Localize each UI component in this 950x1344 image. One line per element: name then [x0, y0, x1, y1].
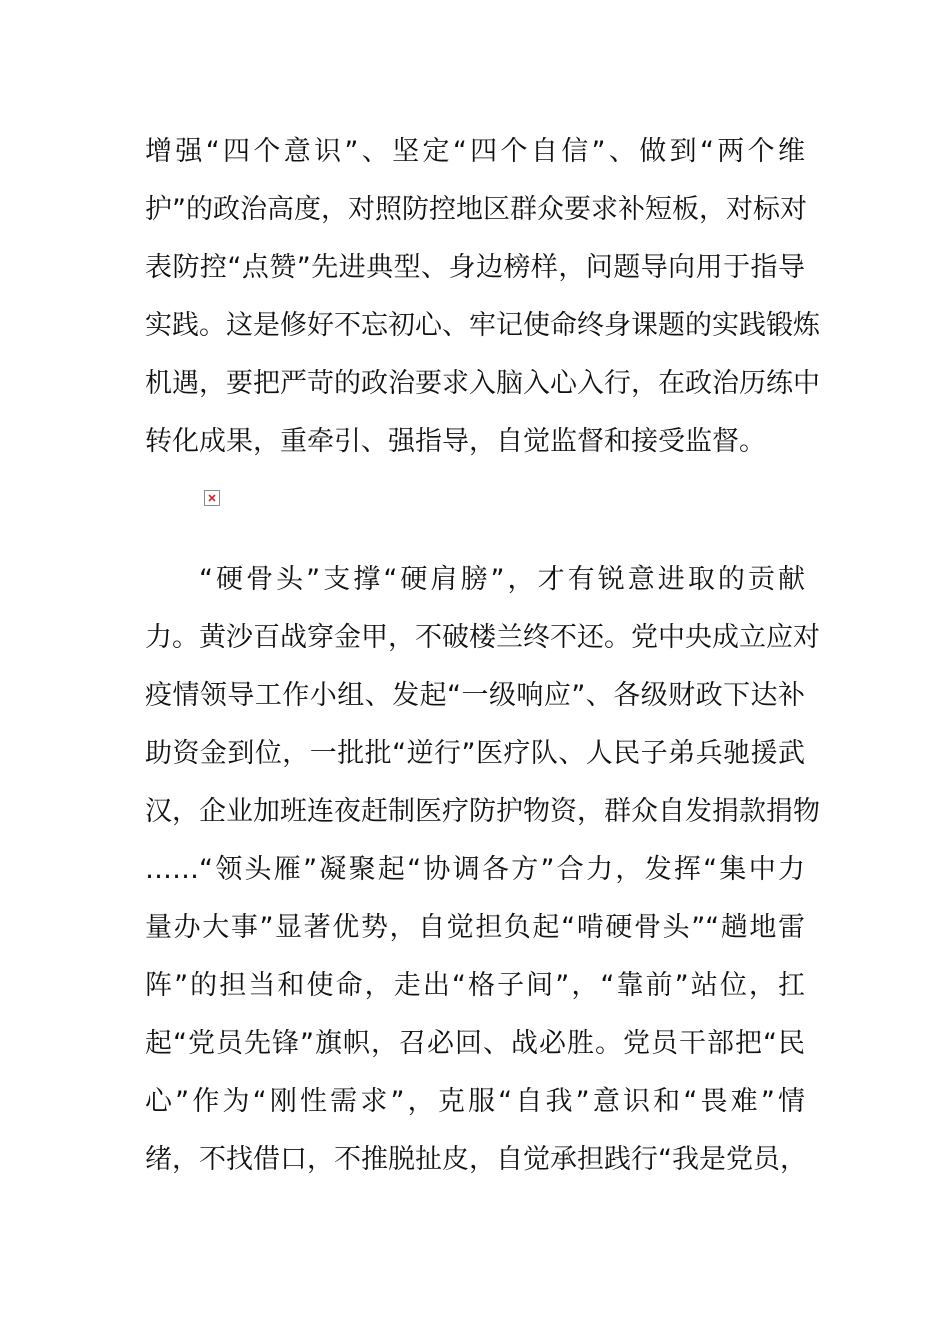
text-line: 力。黄沙百战穿金甲，不破楼兰终不还。党中央成立应对: [145, 622, 820, 653]
text-line: 绪，不找借口，不推脱扯皮，自觉承担践行“我是党员，: [145, 1144, 807, 1175]
red-x-icon: [207, 493, 217, 503]
text-line: 机遇，要把严苛的政治要求入脑入心入行，在政治历练中: [145, 368, 820, 399]
text-line: 阵”的担当和使命，走出“格子间”，“靠前”站位，扛: [145, 970, 805, 1001]
text-line: 疫情领导工作小组、发起“一级响应”、各级财政下达补: [145, 680, 805, 711]
text-line: 助资金到位，一批批“逆行”医疗队、人民子弟兵驰援武: [145, 738, 805, 769]
text-line: 护”的政治高度，对照防控地区群众要求补短板，对标对: [145, 194, 807, 225]
text-line: 转化成果，重牵引、强指导，自觉监督和接受监督。: [145, 426, 766, 457]
text-line: 心”作为“刚性需求”，克服“自我”意识和“畏难”情: [145, 1086, 805, 1117]
text-line: 实践。这是修好不忘初心、牢记使命终身课题的实践锻炼: [145, 310, 820, 341]
broken-image-icon: [204, 490, 220, 506]
text-line: 量办大事”显著优势，自觉担负起“啃硬骨头”“趟地雷: [145, 912, 805, 943]
text-line: 增强“四个意识”、坚定“四个自信”、做到“两个维: [145, 136, 805, 167]
text-line: ……“领头雁”凝聚起“协调各方”合力，发挥“集中力: [145, 854, 805, 885]
text-line: “硬骨头”支撑“硬肩膀”，才有锐意进取的贡献: [199, 564, 805, 595]
text-line: 汉，企业加班连夜赶制医疗防护物资，群众自发捐款捐物: [145, 796, 820, 827]
text-line: 起“党员先锋”旗帜，召必回、战必胜。党员干部把“民: [145, 1028, 805, 1059]
text-line: 表防控“点赞”先进典型、身边榜样，问题导向用于指导: [145, 252, 805, 283]
